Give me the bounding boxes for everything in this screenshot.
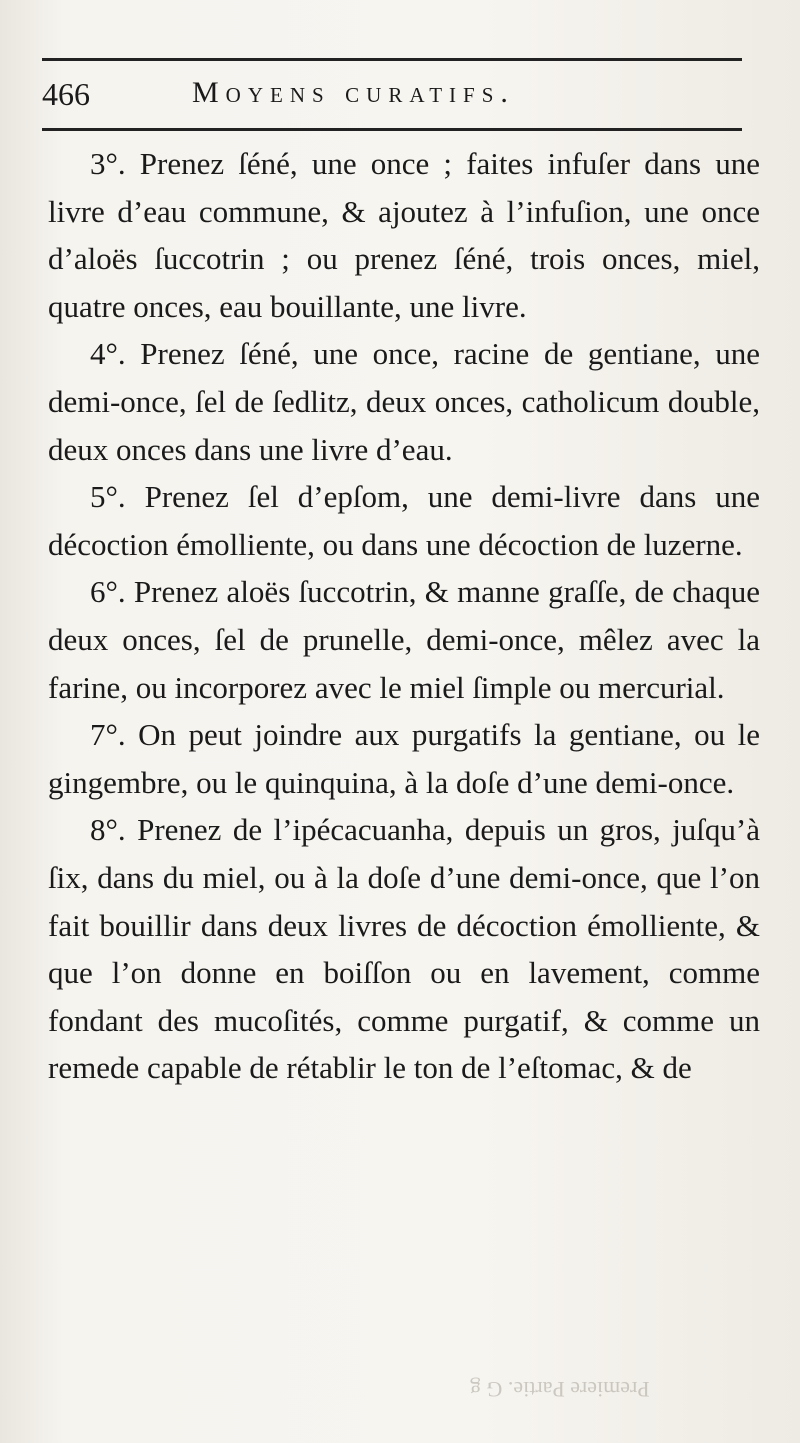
paragraph-3: 3°. Prenez ſéné, une once ; faites infuſer dans une livre d’eau commune, & ajoutez à l’infuſion, une once d’aloës ſuccotrin ; ou prenez ſéné, trois onces, miel, quatre onces, eau bouillante, une livre.: [48, 146, 760, 324]
paragraph-4: 4°. Prenez ſéné, une once, racine de gentiane, une demi-once, ſel de ſedlitz, deux onces, catholicum double, deux onces dans une livre d’eau.: [48, 336, 760, 467]
page-header: [42, 70, 742, 122]
paragraph-6: 6°. Prenez aloës ſuccotrin, & manne graſſe, de chaque deux onces, ſel de prunelle, demi-once, mêlez avec la farine, ou incorporez avec le miel ſimple ou mercurial.: [48, 574, 760, 705]
paragraph-7: 7°. On peut joindre aux purgatifs la gentiane, ou le gingembre, ou le quinquina, à la doſe d’une demi-once.: [48, 717, 760, 800]
page-number: 466: [42, 76, 90, 112]
header-rule-bottom: [42, 128, 742, 131]
running-title: Moyens curatifs.: [192, 76, 515, 109]
body-text: [48, 140, 760, 1092]
bleed-through-text: Premiere Partie. G g: [470, 1377, 650, 1402]
paragraph-8: 8°. Prenez de l’ipécacuanha, depuis un gros, juſqu’à ſix, dans du miel, ou à la doſe d’une demi-once, que l’on fait bouillir dans deux livres de décoction émolliente, & que l’on donne en boiſſon ou en lavement, comme fondant des mucoſités, comme purgatif, & comme un remede capable de rétablir le ton de l’eſtomac, & de: [48, 812, 760, 1086]
paragraph-5: 5°. Prenez ſel d’epſom, une demi-livre dans une décoction émolliente, ou dans une décoction de luzerne.: [48, 479, 760, 562]
header-rule-top: [42, 58, 742, 61]
